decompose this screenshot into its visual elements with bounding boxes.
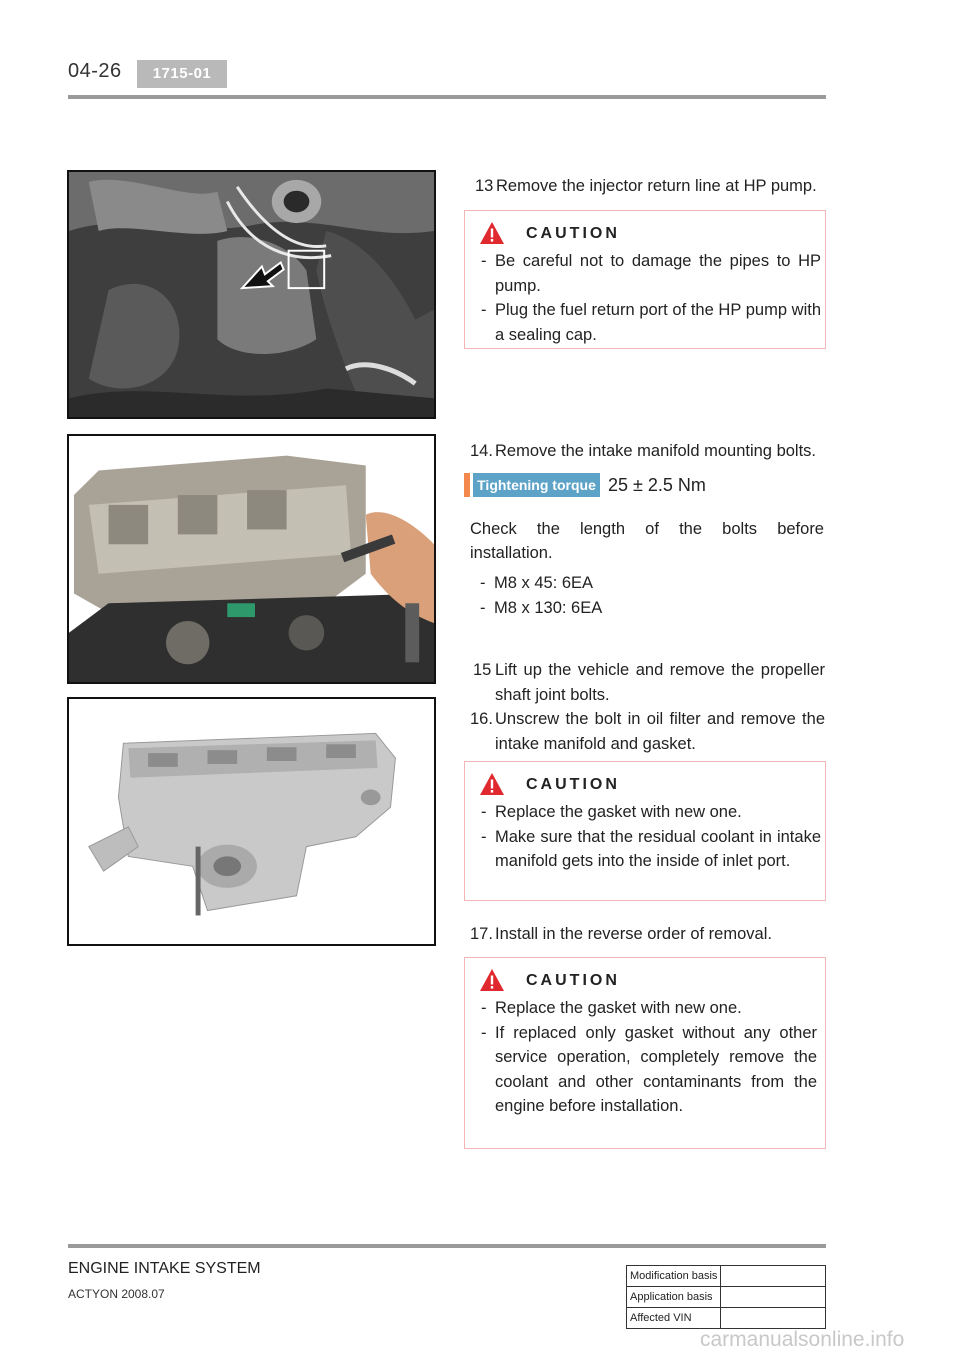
bolt-length-note: Check the length of the bolts before [470,520,824,538]
caution-box-2 [464,761,826,901]
step-14 [470,439,840,464]
step-number: 13 [475,177,494,195]
caution-list [481,996,817,1119]
step-number: 16. [470,710,493,728]
caution-item: - If replaced only gasket without any other service operation, completely remove the coolant and other contaminants from the engine before installation. [481,1023,817,1115]
table-label: Modification basis [627,1266,721,1287]
hp-pump-photo [67,170,436,419]
caution-box-1 [464,210,826,349]
step-text: Remove the intake manifold mounting bolts. [495,442,817,460]
step-number: 15 [473,661,492,679]
step-17 [470,922,825,947]
intake-manifold-photo [67,697,436,946]
footer-section-title: ENGINE INTAKE SYSTEM [68,1260,261,1277]
table-label: Affected VIN [627,1308,721,1329]
step-text: Install in the reverse order of removal. [495,925,772,943]
table-row [627,1287,826,1308]
warning-icon [479,221,505,245]
torque-accent-bar [464,473,470,497]
header-divider [68,95,826,99]
torque-label: Tightening torque [473,473,600,497]
caution-list [481,249,821,347]
caution-title: CAUTION [526,225,620,242]
table-value [721,1308,826,1329]
table-label: Application basis [627,1287,721,1308]
caution-title: CAUTION [526,972,620,989]
section-code-badge: 1715-01 [137,60,227,88]
caution-box-3 [464,957,826,1149]
bolt-item: - M8 x 45: 6EA [480,574,594,592]
caution-title: CAUTION [526,776,620,793]
step-text: Remove the injector return line at HP pump. [496,177,817,195]
table-value [721,1266,826,1287]
bolt-length-note-cont: installation. [470,544,553,562]
caution-item: - Make sure that the residual coolant in intake manifold gets into the inside of inlet port. [481,827,821,870]
step-number: 17. [470,925,493,943]
footer-model: ACTYON 2008.07 [68,1287,165,1301]
bolt-list [480,571,602,620]
footer-divider [68,1244,826,1248]
bolt-item: - M8 x 130: 6EA [480,598,603,617]
step-15 [473,658,825,707]
table-row [627,1308,826,1329]
table-row [627,1266,826,1287]
intake-manifold-bolts-photo [67,434,436,684]
step-number: 14. [470,442,493,460]
step-text: Lift up the vehicle and remove the propeller shaft joint bolts. [495,661,825,704]
caution-item: - Replace the gasket with new one. [481,803,742,821]
modification-table [626,1265,826,1329]
caution-item: - Be careful not to damage the pipes to HP pump. [481,252,821,295]
page-number: 04-26 [68,60,122,82]
table-value [721,1287,826,1308]
watermark: carmanualsonline.info [700,1328,905,1351]
caution-item: - Replace the gasket with new one. [481,999,742,1017]
warning-icon [479,772,505,796]
step-16 [470,707,825,756]
step-text: Unscrew the bolt in oil filter and remove the intake manifold and gasket. [495,710,825,753]
warning-icon [479,968,505,992]
caution-list [481,800,821,874]
caution-item: - Plug the fuel return port of the HP pump with a sealing cap. [481,301,821,344]
step-13 [475,174,827,199]
torque-value: 25 ± 2.5 Nm [608,475,706,495]
